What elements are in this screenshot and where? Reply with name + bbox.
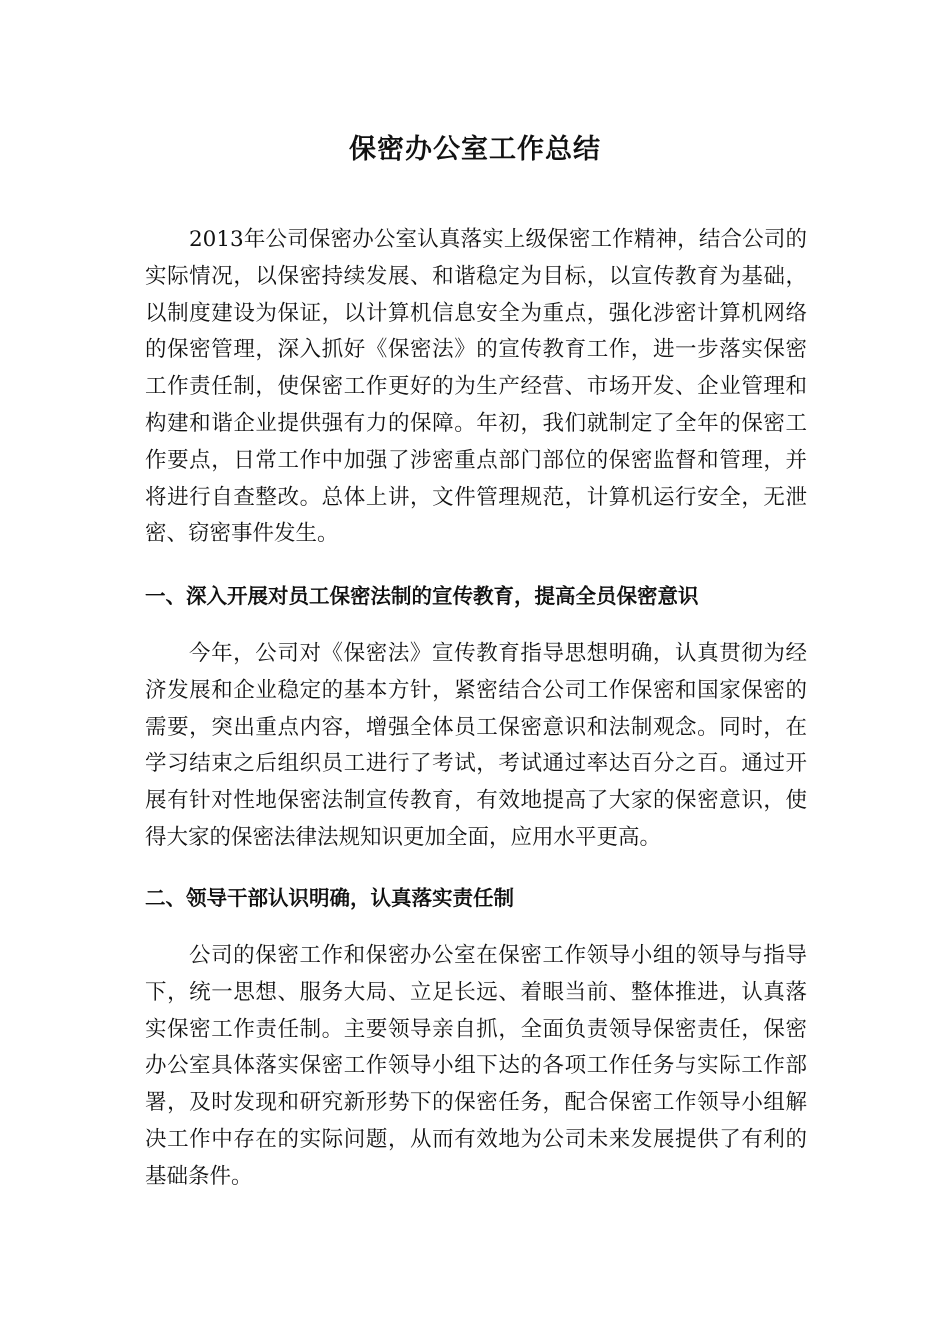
section-heading-1: 一、深入开展对员工保密法制的宣传教育，提高全员保密意识 bbox=[145, 584, 699, 608]
section-1-paragraph: 今年，公司对《保密法》宣传教育指导思想明确，认真贯彻为经济发展和企业稳定的基本方针，紧密结合公司工作保密和国家保密的需要，突出重点内容，增强全体员工保密意识和法制观念。同时，在学习结束之后组织员工进行了考试，考试通过率达百分之百。通过开展有针对性地保密法制宣传教育，有效地提高了大家的保密意识，使得大家的保密法律法规知识更加全面，应用水平更高。 bbox=[145, 641, 807, 850]
intro-paragraph: 2013年公司保密办公室认真落实上级保密工作精神，结合公司的实际情况，以保密持续发展、和谐稳定为目标，以宣传教育为基础，以制度建设为保证，以计算机信息安全为重点，强化涉密计算机网络的保密管理，深入抓好《保密法》的宣传教育工作，进一步落实保密工作责任制，使保密工作更好的为生产经营、市场开发、企业管理和构建和谐企业提供强有力的保障。年初，我们就制定了全年的保密工作要点，日常工作中加强了涉密重点部门部位的保密监督和管理，并将进行自查整改。总体上讲，文件管理规范，计算机运行安全，无泄密、窃密事件发生。 bbox=[145, 227, 807, 547]
section-heading-2: 二、领导干部认识明确，认真落实责任制 bbox=[145, 886, 514, 910]
document-title: 保密办公室工作总结 bbox=[349, 134, 601, 165]
section-2-paragraph: 公司的保密工作和保密办公室在保密工作领导小组的领导与指导下，统一思想、服务大局、立足长远、着眼当前、整体推进，认真落实保密工作责任制。主要领导亲自抓，全面负责领导保密责任，保密办公室具体落实保密工作领导小组下达的各项工作任务与实际工作部署，及时发现和研究新形势下的保密任务，配合保密工作领导小组解决工作中存在的实际问题，从而有效地为公司未来发展提供了有利的基础条件。 bbox=[145, 943, 807, 1189]
